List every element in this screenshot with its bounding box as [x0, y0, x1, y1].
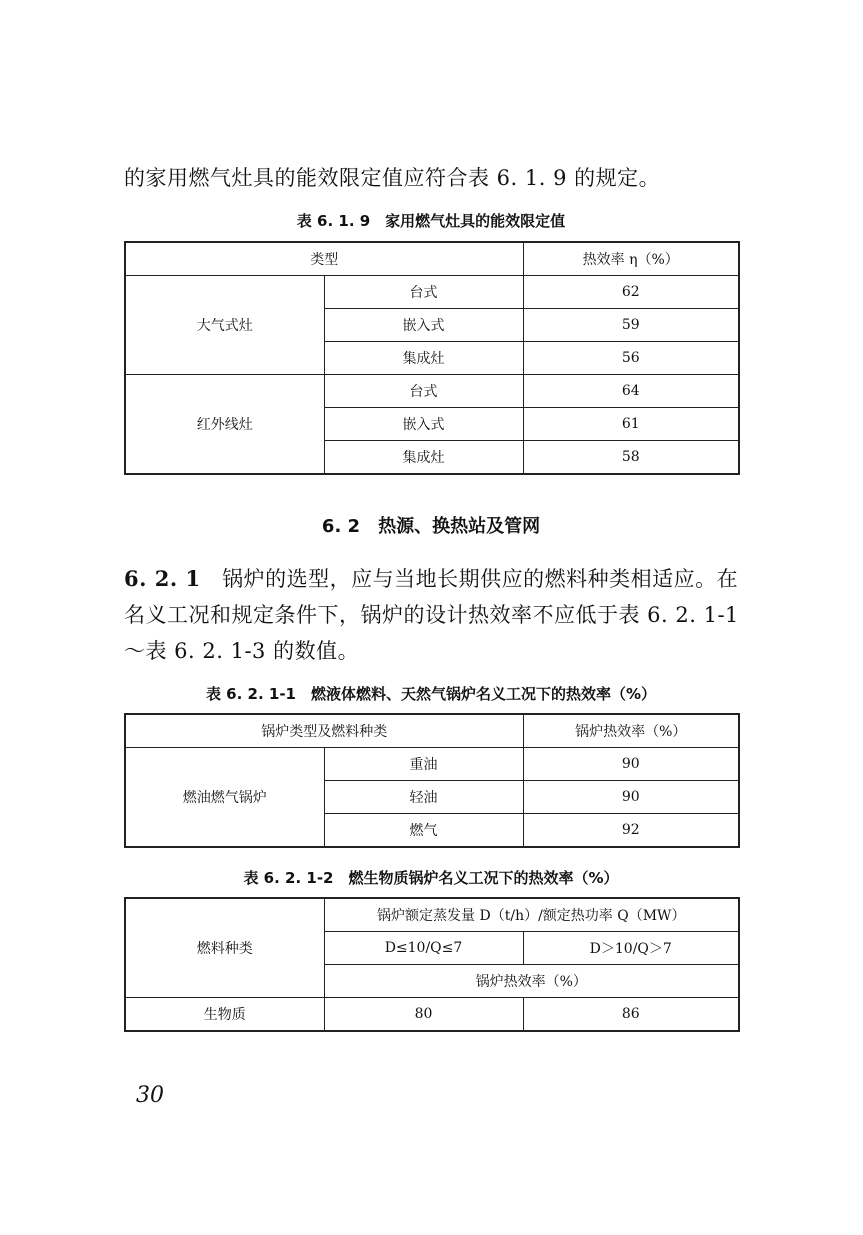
- table1-value: 64: [523, 375, 739, 408]
- table1-sub-type: 集成灶: [324, 342, 523, 375]
- table3-fuel: 生物质: [125, 998, 324, 1032]
- table1-sub-type: 集成灶: [324, 441, 523, 475]
- intro-paragraph: 的家用燃气灶具的能效限定值应符合表 6. 1. 9 的规定。: [124, 166, 661, 190]
- table3-biomass-boiler: [124, 897, 740, 1032]
- table-row: [125, 898, 739, 932]
- page-number: 30: [136, 1083, 164, 1108]
- table3-fuel-type-header: 燃料种类: [125, 898, 324, 998]
- table3-caption: 表 6. 2. 1-2 燃生物质锅炉名义工况下的热效率（%）: [243, 869, 619, 887]
- table3-capacity-header: 锅炉额定蒸发量 D（t/h）/额定热功率 Q（MW）: [324, 898, 739, 932]
- table1-header-efficiency: 热效率 η（%）: [523, 242, 739, 276]
- table2-header-efficiency: 锅炉热效率（%）: [523, 714, 739, 748]
- table1-sub-type: 嵌入式: [324, 408, 523, 441]
- table2-fuel: 轻油: [324, 781, 523, 814]
- clause-6-2-1: [124, 561, 744, 669]
- table2-liquid-gas-boiler: [124, 713, 740, 848]
- table1-value: 62: [523, 276, 739, 309]
- table2-value: 92: [523, 814, 739, 848]
- table2-fuel: 重油: [324, 748, 523, 781]
- table2-value: 90: [523, 748, 739, 781]
- table-row: [125, 998, 739, 1032]
- table-row: [125, 748, 739, 781]
- table2-header-type: 锅炉类型及燃料种类: [125, 714, 523, 748]
- section-title: 6. 2 热源、换热站及管网: [321, 516, 541, 537]
- table-row: [125, 714, 739, 748]
- table1-header-type: 类型: [125, 242, 523, 276]
- clause-line-1: [124, 561, 744, 597]
- table1-group-name: 红外线灶: [125, 375, 324, 475]
- clause-number: 6. 2. 1: [124, 566, 201, 591]
- table2-group-name: 燃油燃气锅炉: [125, 748, 324, 848]
- table1-value: 56: [523, 342, 739, 375]
- table-row: [125, 242, 739, 276]
- table1-sub-type: 台式: [324, 276, 523, 309]
- table1-value: 58: [523, 441, 739, 475]
- table1-value: 59: [523, 309, 739, 342]
- table2-value: 90: [523, 781, 739, 814]
- table-row: [125, 276, 739, 309]
- table1-sub-type: 台式: [324, 375, 523, 408]
- table1-sub-type: 嵌入式: [324, 309, 523, 342]
- table2-fuel: 燃气: [324, 814, 523, 848]
- table3-efficiency-header: 锅炉热效率（%）: [324, 965, 739, 998]
- table2-caption: 表 6. 2. 1-1 燃液体燃料、天然气锅炉名义工况下的热效率（%）: [205, 685, 657, 703]
- table3-col1-header: D≤10/Q≤7: [324, 932, 523, 965]
- table1-value: 61: [523, 408, 739, 441]
- table3-value: 80: [324, 998, 523, 1032]
- clause-line-3: ～表 6. 2. 1-3 的数值。: [124, 639, 360, 663]
- clause-line-2: 名义工况和规定条件下，锅炉的设计热效率不应低于表 6. 2. 1-1: [124, 603, 739, 627]
- table1-group-name: 大气式灶: [125, 276, 324, 375]
- table3-col2-header: D＞10/Q＞7: [523, 932, 739, 965]
- clause-text-1: 锅炉的选型，应与当地长期供应的燃料种类相适应。在: [222, 567, 739, 591]
- table-row: [125, 375, 739, 408]
- table3-value: 86: [523, 998, 739, 1032]
- table1-caption: 表 6. 1. 9 家用燃气灶具的能效限定值: [296, 212, 566, 230]
- table1-stove-efficiency: [124, 241, 740, 475]
